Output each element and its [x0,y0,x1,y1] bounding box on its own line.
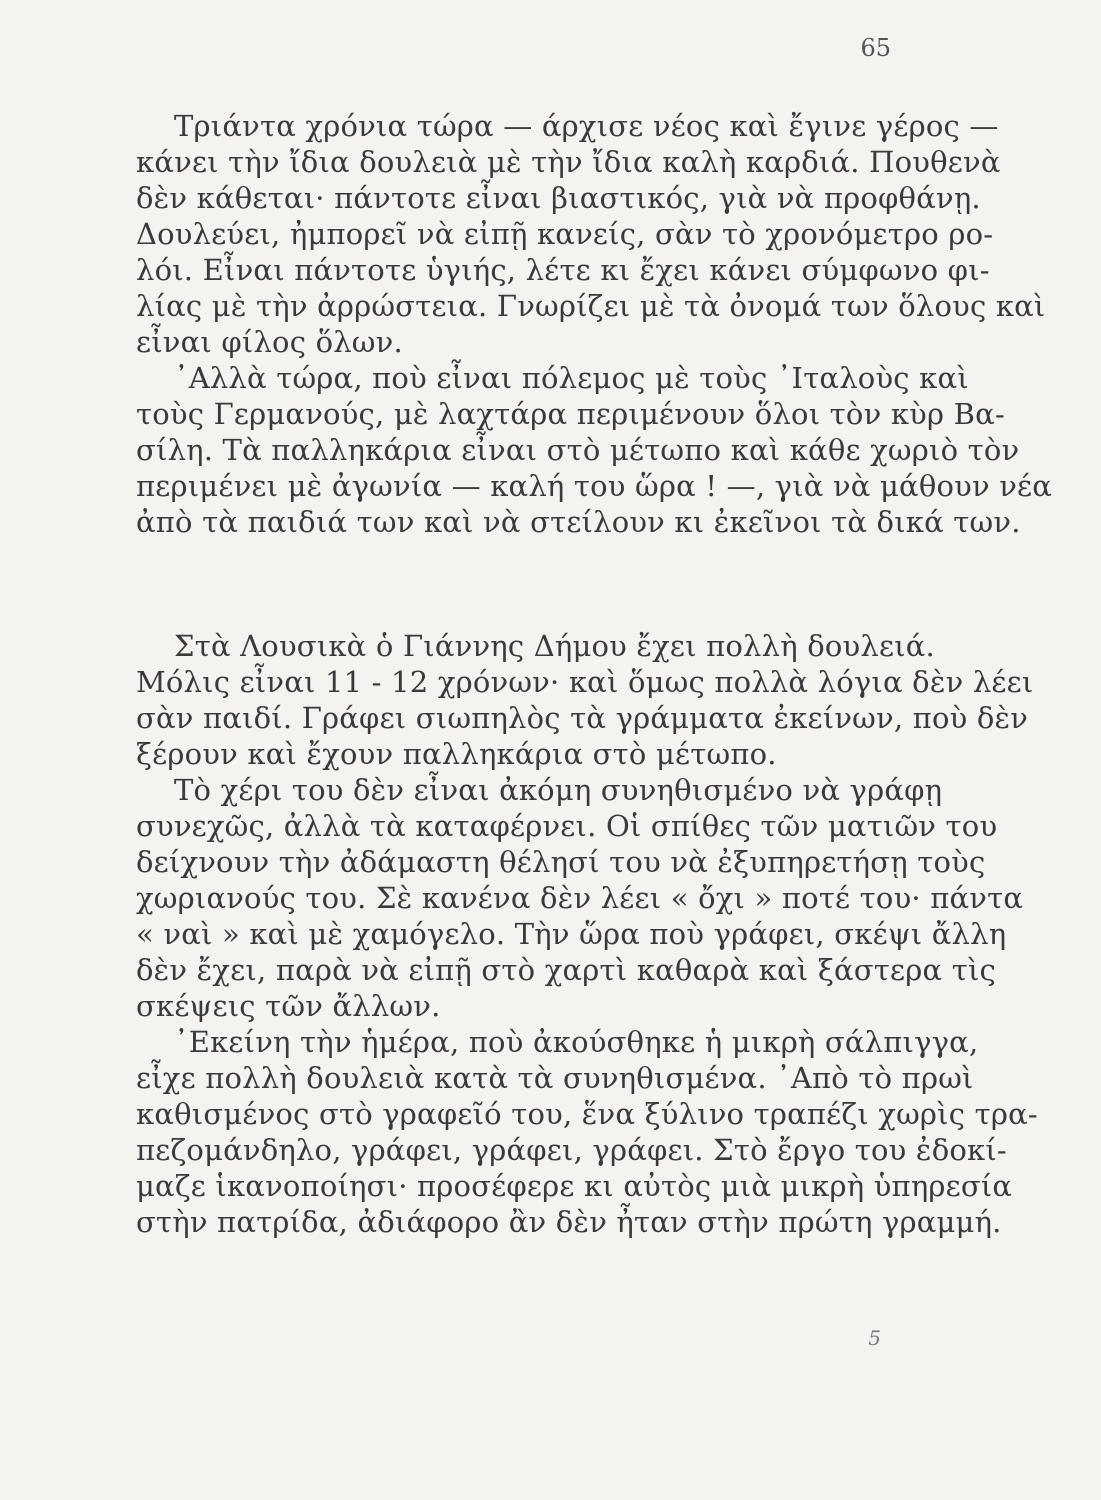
text-line: στὴν πατρίδα, ἀδιάφορο ἂν δὲν ἦταν στὴν πρώτη γραμμή. [136,1205,1002,1239]
text-line: λίας μὲ τὴν ἀρρώστεια. Γνωρίζει μὲ τὰ ὀνομά των ὅλους καὶ [136,289,1046,323]
text-line: Στὰ Λουσικὰ ὁ Γιάννης Δήμου ἔχει πολλὴ δουλειά. [174,629,935,663]
text-line: σκέψεις τῶν ἄλλων. [136,989,441,1023]
text-line: ξέρουν καὶ ἔχουν παλληκάρια στὸ μέτωπο. [136,737,777,771]
text-line: Τὸ χέρι του δὲν εἶναι ἀκόμη συνηθισμένο νὰ γράφῃ [174,773,943,807]
text-line: Μόλις εἶναι 11 - 12 χρόνων· καὶ ὅμως πολλὰ λόγια δὲν λέει [136,665,1034,699]
signature-mark: 5 [868,1326,881,1350]
text-line: χωριανούς του. Σὲ κανένα δὲν λέει « ὄχι » ποτέ του· πάντα [136,881,1024,915]
text-line: εἶχε πολλὴ δουλειὰ κατὰ τὰ συνηθισμένα. ᾿Απὸ τὸ πρωὶ [136,1061,974,1095]
text-line: ἀπὸ τὰ παιδιά των καὶ νὰ στείλουν κι ἐκεῖνοι τὰ δικά των. [136,505,1021,539]
text-line: ᾿Αλλὰ τώρα, ποὺ εἶναι πόλεμος μὲ τοὺς ᾿Ιταλοὺς καὶ [174,361,969,395]
text-line: Δουλεύει, ἠμπορεῖ νὰ εἰπῇ κανείς, σὰν τὸ χρονόμετρο ρο- [136,217,994,251]
text-line: πεζομάνδηλο, γράφει, γράφει, γράφει. Στὸ ἔργο του ἐδοκί- [136,1133,1007,1167]
text-line: περιμένει μὲ ἀγωνία — καλή του ὥρα ! —, γιὰ νὰ μάθουν νέα [136,469,1053,503]
text-line: καθισμένος στὸ γραφεῖό του, ἕνα ξύλινο τραπέζι χωρὶς τρα- [136,1097,1038,1131]
text-line: συνεχῶς, ἀλλὰ τὰ καταφέρνει. Οἱ σπίθες τῶν ματιῶν του [136,809,998,843]
text-block-1 [136,108,1053,540]
text-line: τοὺς Γερμανούς, μὲ λαχτάρα περιμένουν ὅλοι τὸν κὺρ Βα- [136,397,1005,431]
text-line: σίλη. Τὰ παλληκάρια εἶναι στὸ μέτωπο καὶ κάθε χωριὸ τὸν [136,433,1020,467]
text-line: δὲν κάθεται· πάντοτε εἶναι βιαστικός, γιὰ νὰ προφθάνῃ. [136,181,981,215]
text-line: λόι. Εἶναι πάντοτε ὑγιής, λέτε κι ἔχει κάνει σύμφωνο φι- [136,253,990,287]
text-line: κάνει τὴν ἴδια δουλειὰ μὲ τὴν ἴδια καλὴ καρδιά. Πουθενὰ [136,145,1001,179]
text-line: « ναὶ » καὶ μὲ χαμόγελο. Τὴν ὥρα ποὺ γράφει, σκέψι ἄλλη [136,917,1007,951]
text-block-2 [136,628,1038,1240]
text-line: δὲν ἔχει, παρὰ νὰ εἰπῇ στὸ χαρτὶ καθαρὰ καὶ ξάστερα τὶς [136,953,996,987]
page-number: 65 [860,34,891,62]
text-line: ᾿Εκείνη τὴν ἡμέρα, ποὺ ἀκούσθηκε ἡ μικρὴ σάλπιγγα, [174,1025,979,1059]
text-line: εἶναι φίλος ὅλων. [136,325,403,359]
text-line: σὰν παιδί. Γράφει σιωπηλὸς τὰ γράμματα ἐκείνων, ποὺ δὲν [136,701,1029,735]
text-line: δείχνουν τὴν ἀδάμαστη θέλησί του νὰ ἐξυπηρετήσῃ τοὺς [136,845,986,879]
text-line: Τριάντα χρόνια τώρα — άρχισε νέος καὶ ἔγινε γέρος — [174,109,999,143]
text-line: μαζε ἱκανοποίησι· προσέφερε κι αὐτὸς μιὰ μικρὴ ὑπηρεσία [136,1169,1013,1203]
